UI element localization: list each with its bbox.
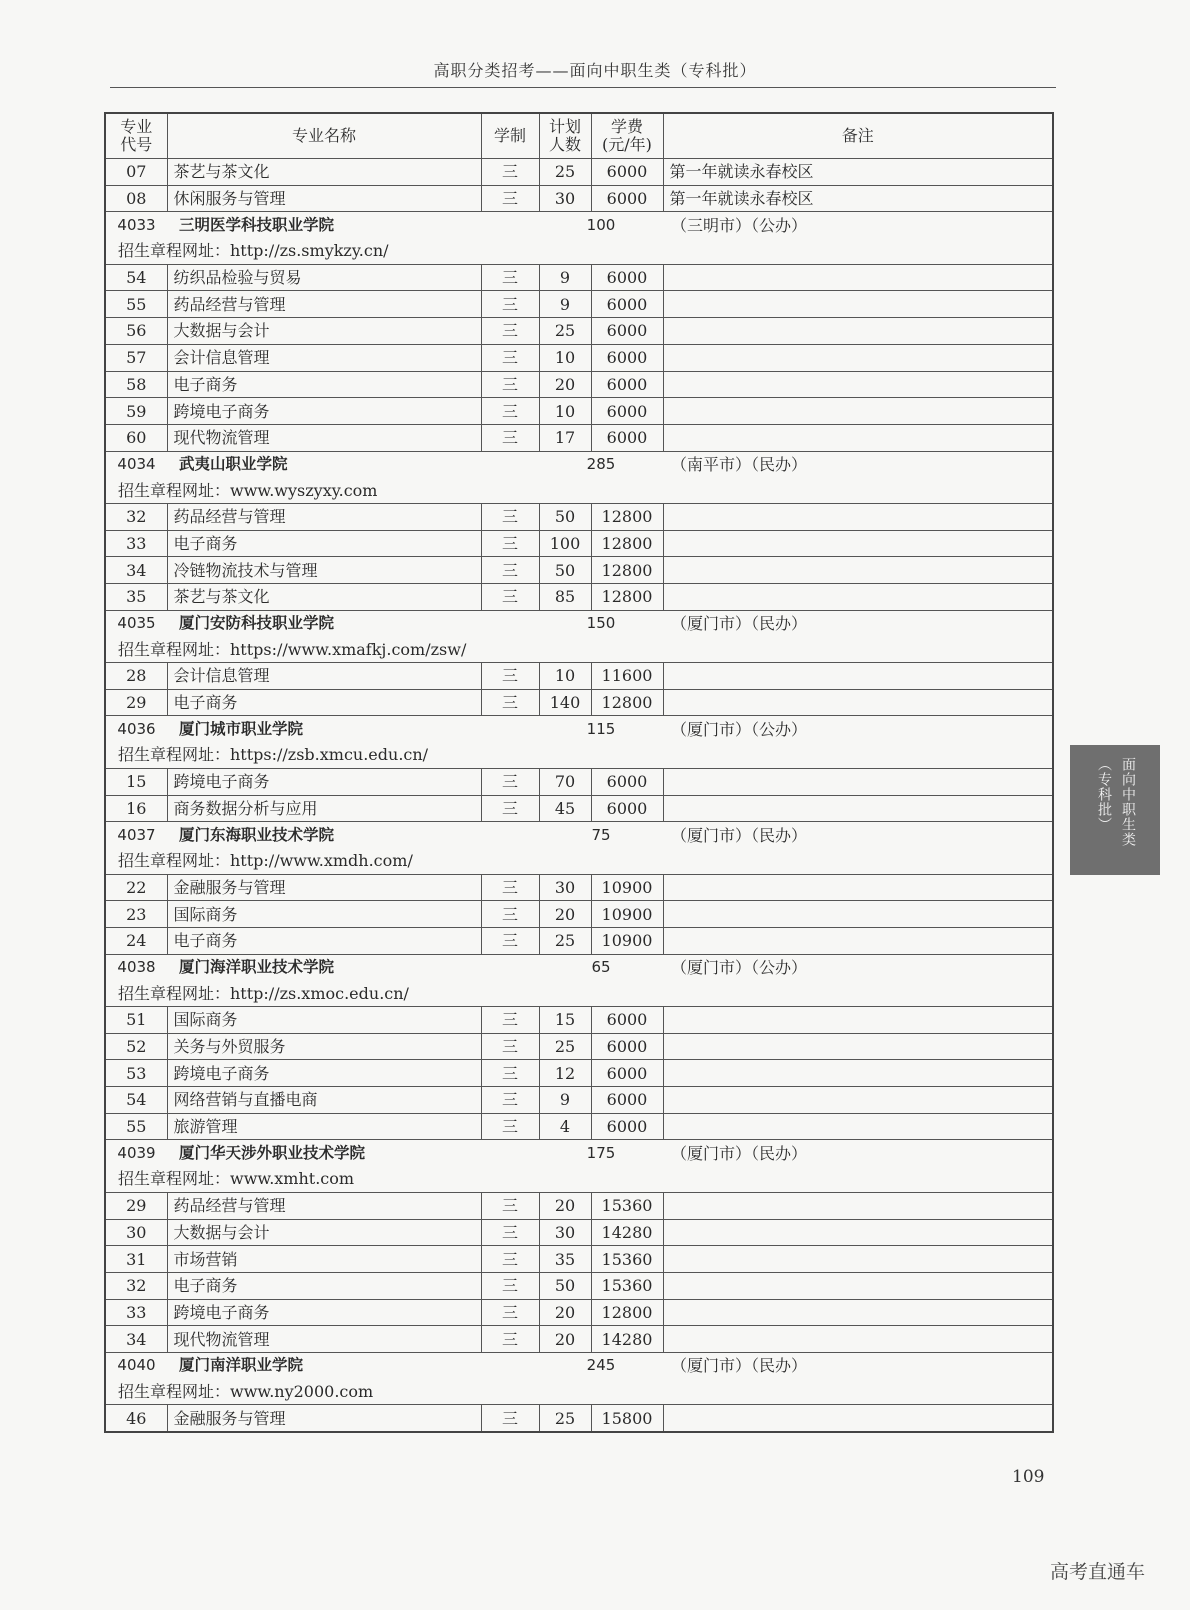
major-fee: 6000 — [591, 1033, 663, 1060]
major-plan: 25 — [539, 927, 591, 954]
major-duration: 三 — [481, 1219, 539, 1246]
major-plan: 9 — [539, 291, 591, 318]
major-name: 休闲服务与管理 — [167, 185, 481, 212]
major-plan: 140 — [539, 689, 591, 716]
major-note — [663, 424, 1053, 451]
major-plan: 17 — [539, 424, 591, 451]
major-row — [105, 264, 1053, 291]
major-code: 30 — [105, 1219, 167, 1246]
school-code: 4038 — [105, 954, 167, 980]
major-note — [663, 503, 1053, 530]
major-note — [663, 1192, 1053, 1219]
school-plan: 175 — [539, 1140, 663, 1166]
major-plan: 70 — [539, 768, 591, 795]
header-fee — [591, 113, 663, 159]
school-url-row — [105, 1166, 1053, 1192]
major-note — [663, 689, 1053, 716]
major-duration: 三 — [481, 291, 539, 318]
major-name: 大数据与会计 — [167, 318, 481, 345]
major-duration: 三 — [481, 689, 539, 716]
major-code: 16 — [105, 795, 167, 822]
major-row — [105, 795, 1053, 822]
major-duration: 三 — [481, 1060, 539, 1087]
school-url: 招生章程网址：https://www.xmafkj.com/zsw/ — [105, 636, 1053, 662]
major-fee: 6000 — [591, 1060, 663, 1087]
major-note — [663, 264, 1053, 291]
major-fee: 15360 — [591, 1272, 663, 1299]
major-fee: 12800 — [591, 557, 663, 584]
side-tab-line2: （专科批） — [1096, 757, 1112, 832]
school-code: 4035 — [105, 610, 167, 636]
major-code: 55 — [105, 291, 167, 318]
header-code-label: 专业 代号 — [120, 117, 153, 154]
major-fee: 11600 — [591, 663, 663, 690]
major-note — [663, 398, 1053, 425]
major-note — [663, 1246, 1053, 1273]
major-code: 32 — [105, 1272, 167, 1299]
major-note — [663, 371, 1053, 398]
school-row — [105, 716, 1053, 742]
major-fee: 6000 — [591, 1087, 663, 1114]
school-name: 厦门安防科技职业学院 — [167, 610, 539, 636]
major-name: 大数据与会计 — [167, 1219, 481, 1246]
school-url: 招生章程网址：https://zsb.xmcu.edu.cn/ — [105, 742, 1053, 768]
school-info: （三明市）（公办） — [663, 212, 1053, 238]
school-name: 厦门南洋职业学院 — [167, 1352, 539, 1378]
major-plan: 10 — [539, 344, 591, 371]
major-plan: 30 — [539, 185, 591, 212]
major-duration: 三 — [481, 398, 539, 425]
header-duration: 学制 — [481, 113, 539, 159]
major-name: 电子商务 — [167, 530, 481, 557]
school-row — [105, 1140, 1053, 1166]
major-name: 电子商务 — [167, 371, 481, 398]
major-duration: 三 — [481, 927, 539, 954]
major-name: 电子商务 — [167, 927, 481, 954]
major-row — [105, 1246, 1053, 1273]
major-plan: 25 — [539, 159, 591, 186]
major-note — [663, 530, 1053, 557]
major-duration: 三 — [481, 768, 539, 795]
major-duration: 三 — [481, 264, 539, 291]
major-name: 纺织品检验与贸易 — [167, 264, 481, 291]
major-plan: 9 — [539, 1087, 591, 1114]
school-url: 招生章程网址：www.wyszyxy.com — [105, 477, 1053, 503]
header-note: 备注 — [663, 113, 1053, 159]
major-name: 药品经营与管理 — [167, 503, 481, 530]
major-duration: 三 — [481, 1272, 539, 1299]
major-plan: 25 — [539, 1405, 591, 1432]
school-name: 厦门东海职业技术学院 — [167, 822, 539, 848]
major-note: 第一年就读永春校区 — [663, 185, 1053, 212]
major-name: 现代物流管理 — [167, 424, 481, 451]
major-name: 关务与外贸服务 — [167, 1033, 481, 1060]
school-info: （厦门市）（民办） — [663, 610, 1053, 636]
major-name: 跨境电子商务 — [167, 768, 481, 795]
major-code: 34 — [105, 557, 167, 584]
header-plan-label: 计划 人数 — [548, 117, 581, 154]
major-fee: 15360 — [591, 1192, 663, 1219]
major-code: 33 — [105, 530, 167, 557]
major-code: 31 — [105, 1246, 167, 1273]
major-plan: 50 — [539, 1272, 591, 1299]
major-name: 药品经营与管理 — [167, 1192, 481, 1219]
school-url-row — [105, 980, 1053, 1006]
major-note — [663, 1087, 1053, 1114]
header-plan — [539, 113, 591, 159]
header-divider — [110, 87, 1056, 88]
major-row — [105, 318, 1053, 345]
major-duration: 三 — [481, 344, 539, 371]
school-url-row — [105, 1379, 1053, 1405]
major-note — [663, 584, 1053, 611]
major-note — [663, 927, 1053, 954]
major-name: 国际商务 — [167, 901, 481, 928]
major-row — [105, 1405, 1053, 1432]
major-plan: 45 — [539, 795, 591, 822]
major-code: 35 — [105, 584, 167, 611]
major-name: 金融服务与管理 — [167, 874, 481, 901]
major-fee: 14280 — [591, 1326, 663, 1353]
school-plan: 75 — [539, 822, 663, 848]
major-code: 29 — [105, 689, 167, 716]
major-name: 茶艺与茶文化 — [167, 159, 481, 186]
major-fee: 12800 — [591, 689, 663, 716]
major-plan: 25 — [539, 318, 591, 345]
major-row — [105, 1192, 1053, 1219]
major-fee: 12800 — [591, 503, 663, 530]
school-name: 厦门海洋职业技术学院 — [167, 954, 539, 980]
major-code: 15 — [105, 768, 167, 795]
major-duration: 三 — [481, 663, 539, 690]
major-name: 商务数据分析与应用 — [167, 795, 481, 822]
school-url-row — [105, 477, 1053, 503]
school-plan: 245 — [539, 1352, 663, 1378]
major-code: 60 — [105, 424, 167, 451]
major-duration: 三 — [481, 185, 539, 212]
header-fee-label: 学费 (元/年) — [602, 117, 652, 154]
major-plan: 20 — [539, 1326, 591, 1353]
major-duration: 三 — [481, 159, 539, 186]
major-duration: 三 — [481, 1299, 539, 1326]
major-note — [663, 557, 1053, 584]
major-duration: 三 — [481, 901, 539, 928]
major-row — [105, 1033, 1053, 1060]
major-row — [105, 1087, 1053, 1114]
major-duration: 三 — [481, 1192, 539, 1219]
major-duration: 三 — [481, 795, 539, 822]
major-duration: 三 — [481, 584, 539, 611]
major-row — [105, 1219, 1053, 1246]
major-name: 会计信息管理 — [167, 344, 481, 371]
school-row — [105, 451, 1053, 477]
major-plan: 25 — [539, 1033, 591, 1060]
major-row — [105, 344, 1053, 371]
major-code: 22 — [105, 874, 167, 901]
table-header-row — [105, 113, 1053, 159]
school-info: （厦门市）（民办） — [663, 822, 1053, 848]
header-name: 专业名称 — [167, 113, 481, 159]
major-note — [663, 901, 1053, 928]
major-note — [663, 663, 1053, 690]
school-plan: 150 — [539, 610, 663, 636]
major-plan: 100 — [539, 530, 591, 557]
major-plan: 85 — [539, 584, 591, 611]
major-fee: 6000 — [591, 398, 663, 425]
school-row — [105, 822, 1053, 848]
major-note — [663, 318, 1053, 345]
major-fee: 6000 — [591, 344, 663, 371]
major-code: 46 — [105, 1405, 167, 1432]
major-plan: 12 — [539, 1060, 591, 1087]
major-note — [663, 1299, 1053, 1326]
school-row — [105, 212, 1053, 238]
major-duration: 三 — [481, 503, 539, 530]
major-row — [105, 1113, 1053, 1140]
major-note — [663, 1007, 1053, 1034]
major-row — [105, 927, 1053, 954]
major-duration: 三 — [481, 874, 539, 901]
major-code: 28 — [105, 663, 167, 690]
major-code: 08 — [105, 185, 167, 212]
major-note — [663, 1219, 1053, 1246]
major-fee: 10900 — [591, 901, 663, 928]
major-code: 55 — [105, 1113, 167, 1140]
major-note — [663, 344, 1053, 371]
school-code: 4034 — [105, 451, 167, 477]
major-name: 跨境电子商务 — [167, 1299, 481, 1326]
major-plan: 15 — [539, 1007, 591, 1034]
major-row — [105, 584, 1053, 611]
school-url: 招生章程网址：http://www.xmdh.com/ — [105, 848, 1053, 874]
major-name: 网络营销与直播电商 — [167, 1087, 481, 1114]
major-fee: 10900 — [591, 927, 663, 954]
major-note — [663, 1113, 1053, 1140]
major-fee: 6000 — [591, 185, 663, 212]
major-duration: 三 — [481, 318, 539, 345]
major-row — [105, 1272, 1053, 1299]
major-name: 跨境电子商务 — [167, 398, 481, 425]
school-name: 三明医学科技职业学院 — [167, 212, 539, 238]
major-fee: 14280 — [591, 1219, 663, 1246]
major-fee: 6000 — [591, 159, 663, 186]
major-duration: 三 — [481, 1007, 539, 1034]
major-note — [663, 1272, 1053, 1299]
major-duration: 三 — [481, 557, 539, 584]
major-row — [105, 1326, 1053, 1353]
side-tab-line1: 面向中职生类 — [1120, 757, 1136, 847]
major-code: 33 — [105, 1299, 167, 1326]
major-row — [105, 1007, 1053, 1034]
school-plan: 100 — [539, 212, 663, 238]
major-row — [105, 291, 1053, 318]
school-row — [105, 954, 1053, 980]
major-plan: 20 — [539, 901, 591, 928]
major-name: 市场营销 — [167, 1246, 481, 1273]
major-note — [663, 1405, 1053, 1432]
school-info: （厦门市）（民办） — [663, 1352, 1053, 1378]
major-duration: 三 — [481, 371, 539, 398]
major-code: 34 — [105, 1326, 167, 1353]
school-plan: 115 — [539, 716, 663, 742]
major-code: 51 — [105, 1007, 167, 1034]
major-name: 旅游管理 — [167, 1113, 481, 1140]
school-name: 厦门城市职业学院 — [167, 716, 539, 742]
major-row — [105, 530, 1053, 557]
major-code: 29 — [105, 1192, 167, 1219]
school-plan: 285 — [539, 451, 663, 477]
major-name: 茶艺与茶文化 — [167, 584, 481, 611]
major-row — [105, 557, 1053, 584]
major-row — [105, 398, 1053, 425]
major-duration: 三 — [481, 1405, 539, 1432]
school-plan: 65 — [539, 954, 663, 980]
major-code: 07 — [105, 159, 167, 186]
major-row — [105, 1060, 1053, 1087]
major-fee: 6000 — [591, 768, 663, 795]
major-code: 54 — [105, 264, 167, 291]
major-note: 第一年就读永春校区 — [663, 159, 1053, 186]
major-code: 52 — [105, 1033, 167, 1060]
major-row — [105, 159, 1053, 186]
major-fee: 12800 — [591, 584, 663, 611]
major-fee: 15800 — [591, 1405, 663, 1432]
major-plan: 10 — [539, 663, 591, 690]
header-code — [105, 113, 167, 159]
major-row — [105, 371, 1053, 398]
major-duration: 三 — [481, 1113, 539, 1140]
school-url-row — [105, 848, 1053, 874]
major-duration: 三 — [481, 530, 539, 557]
major-row — [105, 424, 1053, 451]
major-duration: 三 — [481, 424, 539, 451]
major-duration: 三 — [481, 1326, 539, 1353]
major-fee: 6000 — [591, 795, 663, 822]
major-note — [663, 1326, 1053, 1353]
major-fee: 6000 — [591, 1113, 663, 1140]
school-info: （厦门市）（民办） — [663, 1140, 1053, 1166]
major-name: 电子商务 — [167, 1272, 481, 1299]
major-code: 23 — [105, 901, 167, 928]
major-row — [105, 901, 1053, 928]
section-side-tab — [1070, 745, 1160, 875]
school-code: 4039 — [105, 1140, 167, 1166]
major-plan: 20 — [539, 371, 591, 398]
school-code: 4040 — [105, 1352, 167, 1378]
major-row — [105, 663, 1053, 690]
school-url-row — [105, 636, 1053, 662]
school-code: 4037 — [105, 822, 167, 848]
watermark: 高考直通车 — [1050, 1561, 1146, 1583]
school-url: 招生章程网址：http://zs.xmoc.edu.cn/ — [105, 980, 1053, 1006]
school-url-row — [105, 238, 1053, 264]
school-name: 厦门华天涉外职业技术学院 — [167, 1140, 539, 1166]
major-note — [663, 795, 1053, 822]
major-plan: 35 — [539, 1246, 591, 1273]
major-plan: 50 — [539, 557, 591, 584]
major-code: 53 — [105, 1060, 167, 1087]
major-duration: 三 — [481, 1033, 539, 1060]
school-row — [105, 1352, 1053, 1378]
major-note — [663, 291, 1053, 318]
major-plan: 20 — [539, 1192, 591, 1219]
major-duration: 三 — [481, 1087, 539, 1114]
table-body — [105, 159, 1053, 1433]
page-header-title: 高职分类招考——面向中职生类（专科批） — [433, 61, 757, 80]
major-name: 电子商务 — [167, 689, 481, 716]
page-number: 109 — [1012, 1467, 1045, 1487]
major-name: 金融服务与管理 — [167, 1405, 481, 1432]
major-fee: 6000 — [591, 424, 663, 451]
major-fee: 6000 — [591, 318, 663, 345]
major-code: 54 — [105, 1087, 167, 1114]
school-url: 招生章程网址：www.ny2000.com — [105, 1379, 1053, 1405]
major-note — [663, 1060, 1053, 1087]
major-row — [105, 1299, 1053, 1326]
major-code: 57 — [105, 344, 167, 371]
major-plan: 20 — [539, 1299, 591, 1326]
major-code: 32 — [105, 503, 167, 530]
major-code: 59 — [105, 398, 167, 425]
school-url: 招生章程网址：http://zs.smykzy.cn/ — [105, 238, 1053, 264]
major-code: 56 — [105, 318, 167, 345]
major-fee: 15360 — [591, 1246, 663, 1273]
school-code: 4036 — [105, 716, 167, 742]
school-name: 武夷山职业学院 — [167, 451, 539, 477]
major-fee: 12800 — [591, 1299, 663, 1326]
major-row — [105, 689, 1053, 716]
school-info: （南平市）（民办） — [663, 451, 1053, 477]
major-fee: 6000 — [591, 371, 663, 398]
major-row — [105, 185, 1053, 212]
major-plan: 30 — [539, 1219, 591, 1246]
major-note — [663, 1033, 1053, 1060]
major-name: 冷链物流技术与管理 — [167, 557, 481, 584]
major-fee: 6000 — [591, 1007, 663, 1034]
enrollment-table — [104, 112, 1054, 1433]
major-fee: 10900 — [591, 874, 663, 901]
major-row — [105, 768, 1053, 795]
major-row — [105, 874, 1053, 901]
major-plan: 10 — [539, 398, 591, 425]
major-name: 跨境电子商务 — [167, 1060, 481, 1087]
major-fee: 6000 — [591, 264, 663, 291]
major-code: 24 — [105, 927, 167, 954]
major-name: 药品经营与管理 — [167, 291, 481, 318]
major-fee: 6000 — [591, 291, 663, 318]
major-name: 现代物流管理 — [167, 1326, 481, 1353]
major-plan: 4 — [539, 1113, 591, 1140]
school-code: 4033 — [105, 212, 167, 238]
school-info: （厦门市）（公办） — [663, 954, 1053, 980]
major-name: 会计信息管理 — [167, 663, 481, 690]
major-plan: 50 — [539, 503, 591, 530]
major-name: 国际商务 — [167, 1007, 481, 1034]
school-row — [105, 610, 1053, 636]
major-note — [663, 874, 1053, 901]
major-note — [663, 768, 1053, 795]
major-duration: 三 — [481, 1246, 539, 1273]
school-url-row — [105, 742, 1053, 768]
major-fee: 12800 — [591, 530, 663, 557]
major-plan: 9 — [539, 264, 591, 291]
school-url: 招生章程网址：www.xmht.com — [105, 1166, 1053, 1192]
major-row — [105, 503, 1053, 530]
major-plan: 30 — [539, 874, 591, 901]
school-info: （厦门市）（公办） — [663, 716, 1053, 742]
major-code: 58 — [105, 371, 167, 398]
